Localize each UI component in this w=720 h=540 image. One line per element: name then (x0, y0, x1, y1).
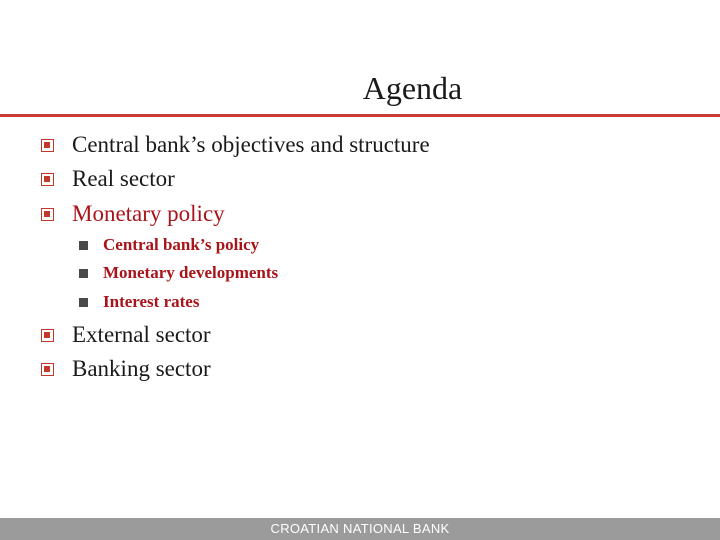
square-bullet-icon (41, 173, 54, 186)
square-bullet-icon (41, 329, 54, 342)
agenda-item-label: Banking sector (72, 356, 211, 381)
square-bullet-icon (41, 208, 54, 221)
footer-bar (0, 518, 720, 540)
square-bullet-icon (41, 139, 54, 152)
square-bullet-icon (41, 363, 54, 376)
agenda-item-label: External sector (72, 322, 211, 347)
agenda-item-label: Monetary policy (72, 201, 225, 226)
footer-org-name: CROATIAN NATIONAL BANK (270, 521, 450, 536)
square-sub-bullet-icon (79, 298, 88, 307)
agenda-item-label: Real sector (72, 166, 175, 191)
agenda-subitem-label: Interest rates (103, 292, 200, 311)
square-sub-bullet-icon (79, 269, 88, 278)
agenda-item-label: Central bank’s objectives and structure (72, 132, 430, 157)
agenda-subitem-label: Monetary developments (103, 263, 279, 282)
square-sub-bullet-icon (79, 241, 88, 250)
slide-title-text: Agenda (362, 70, 463, 106)
agenda-subitem-label: Central bank’s policy (103, 235, 260, 254)
